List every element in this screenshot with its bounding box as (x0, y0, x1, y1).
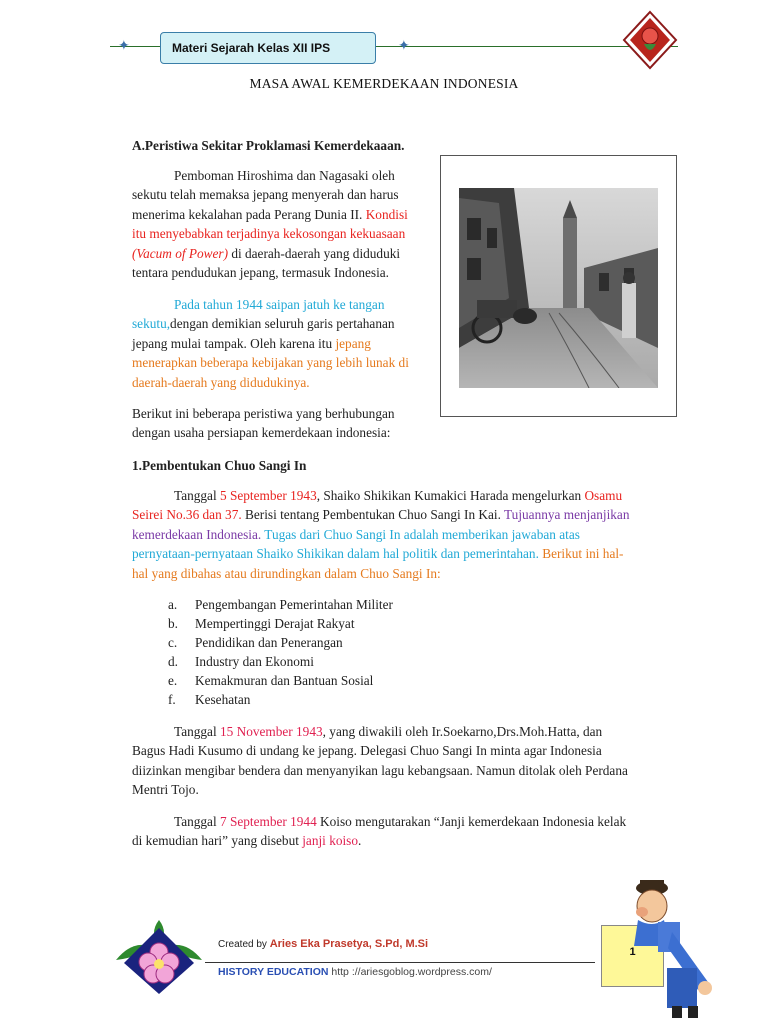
list-marker: c. (168, 635, 178, 650)
list-marker: e. (168, 673, 178, 688)
date-span: 7 September 1944 (219, 814, 317, 829)
text-line: Pada tahun 1944 saipan jatuh ke tangan (174, 297, 385, 312)
list-item (168, 671, 393, 690)
highlight-span: pernyataan-pernyataan Shaiko Shikikan dalam hal politik dan pemerintahan. (132, 546, 539, 562)
rose-ornament-icon (622, 10, 678, 70)
text-span: Tanggal (174, 488, 220, 503)
date-span: 5 September 1943 (219, 488, 317, 503)
list-marker: a. (168, 597, 178, 612)
text-line: itu menyebabkan terjadinya kekosongan kekuasaan (132, 226, 406, 242)
text-span: Tanggal (174, 724, 220, 739)
created-by-label: Created by (218, 939, 270, 950)
text-line: hal yang dibahas atau dirundingkan dalam Chuo Sangi In: (132, 565, 441, 581)
highlight-span: Tugas dari Chuo Sangi In adalah memberikan jawaban atas (261, 526, 580, 542)
highlight-span: Tujuannya menjanjikan (504, 507, 630, 523)
text-span: jepang mulai tampak. Oleh karena itu (132, 335, 336, 351)
date-span: 15 November 1943 (219, 724, 323, 739)
text-span: di daerah-daerah yang diduduki (228, 245, 401, 261)
text-line (132, 334, 432, 353)
section-a-paragraph-2 (132, 295, 432, 392)
text-span: di kemudian hari” yang disebut (132, 833, 303, 849)
footer-dept (218, 966, 492, 978)
text-span: Koiso mengutarakan “Janji kemerdekaan Indonesia kelak (316, 814, 627, 829)
highlight-span: Berikut ini hal- (538, 546, 624, 562)
text-span: . (358, 833, 362, 849)
text-line: Mentri Tojo. (132, 782, 199, 798)
text-line: tentara pendudukan jepang, termasuk Indonesia. (132, 265, 389, 281)
flower-ornament-icon (114, 918, 204, 996)
list-text: Kesehatan (195, 692, 251, 707)
text-line (132, 812, 672, 831)
text-line (132, 525, 672, 544)
text-line: dengan usaha persiapan kemerdekaan indonesia: (132, 425, 391, 441)
text-span: menerima kekalahan pada Perang Dunia II. (132, 206, 366, 222)
text-span: dengan demikian seluruh garis pertahanan (170, 316, 395, 332)
document-title: MASA AWAL KEMERDEKAAN INDONESIA (249, 76, 519, 91)
list-text: Pengembangan Pemerintahan Militer (195, 597, 393, 612)
text-line (132, 505, 672, 524)
list-item (168, 595, 393, 614)
section-a-paragraph-3 (132, 404, 432, 443)
left-arrow-ornament-icon: ✦ (118, 38, 130, 54)
footer-rule (205, 962, 595, 963)
list-text: Industry dan Ekonomi (195, 654, 314, 669)
text-line: daerah-daerah yang didudukinya. (132, 374, 310, 390)
highlight-span: (Vacum of Power) (132, 245, 229, 261)
text-span: , yang diwakili oleh Ir.Soekarno,Drs.Moh.Hatta, dan (322, 724, 603, 739)
text-line (132, 314, 432, 333)
highlight-span: Kondisi (365, 206, 408, 222)
historical-street-photo (459, 188, 658, 388)
list-marker: b. (168, 616, 178, 631)
text-line (132, 205, 432, 224)
right-arrow-ornament-icon: ✦ (398, 38, 410, 54)
list-item (168, 614, 393, 633)
list-item (168, 652, 393, 671)
text-line (132, 244, 432, 263)
text-line: Pemboman Hiroshima dan Nagasaki oleh (174, 168, 395, 183)
text-line: Bagus Hadi Kusumo di undang ke jepang. Delegasi Chuo Sangi In minta agar Indonesia (132, 743, 602, 759)
text-span: , Shaiko Shikikan Kumakici Harada mengelurkan (316, 488, 585, 503)
section-a-paragraph-1 (132, 166, 432, 282)
highlight-span: kemerdekaan Indonesia. (132, 526, 262, 542)
list-item (168, 690, 393, 709)
section-1-paragraph-3 (132, 812, 672, 851)
topics-list (168, 595, 393, 709)
text-line (132, 544, 672, 563)
text-span: Tanggal (174, 814, 220, 829)
text-span: Berisi tentang Pembentukan Chuo Sangi In Kai. (241, 507, 505, 523)
list-text: Mempertinggi Derajat Rakyat (195, 616, 355, 631)
section-1-heading: 1.Pembentukan Chuo Sangi In (132, 458, 307, 473)
text-line: diizinkan mengibar bendera dan menyanyikan lagu kebangsaan. Namun ditolak oleh Perdana (132, 762, 628, 778)
text-line: sekutu telah memaksa jepang menyerah dan harus (132, 187, 399, 203)
text-line (132, 486, 672, 505)
highlight-span: Seirei No.36 dan 37. (132, 507, 242, 523)
section-a-heading: A.Peristiwa Sekitar Proklamasi Kemerdekaaan. (132, 138, 405, 153)
list-text: Kemakmuran dan Bantuan Sosial (195, 673, 374, 688)
text-line: menerapkan beberapa kebijakan yang lebih lunak di (132, 355, 409, 371)
highlight-span: Osamu (584, 488, 623, 503)
highlight-span: sekutu, (132, 316, 171, 332)
author-name: Aries Eka Prasetya, S.Pd, M.Si (269, 938, 429, 950)
banner-title: Materi Sejarah Kelas XII IPS (172, 41, 331, 55)
text-line: Berikut ini beberapa peristiwa yang berhubungan (132, 406, 395, 421)
text-line (132, 831, 672, 850)
list-marker: f. (168, 692, 176, 707)
footer-credit (218, 938, 428, 950)
section-1-paragraph-1 (132, 486, 672, 583)
list-marker: d. (168, 654, 178, 669)
blog-link[interactable]: http ://ariesgoblog.wordpress.com/ (328, 966, 492, 978)
text-line (132, 722, 672, 741)
highlight-span: janji koiso (302, 833, 359, 849)
list-item (168, 633, 393, 652)
section-1-paragraph-2 (132, 722, 672, 800)
department-name: HISTORY EDUCATION (218, 966, 329, 978)
highlight-span: jepang (335, 335, 371, 351)
page-number: 1 (629, 946, 636, 958)
list-text: Pendidikan dan Penerangan (195, 635, 343, 650)
